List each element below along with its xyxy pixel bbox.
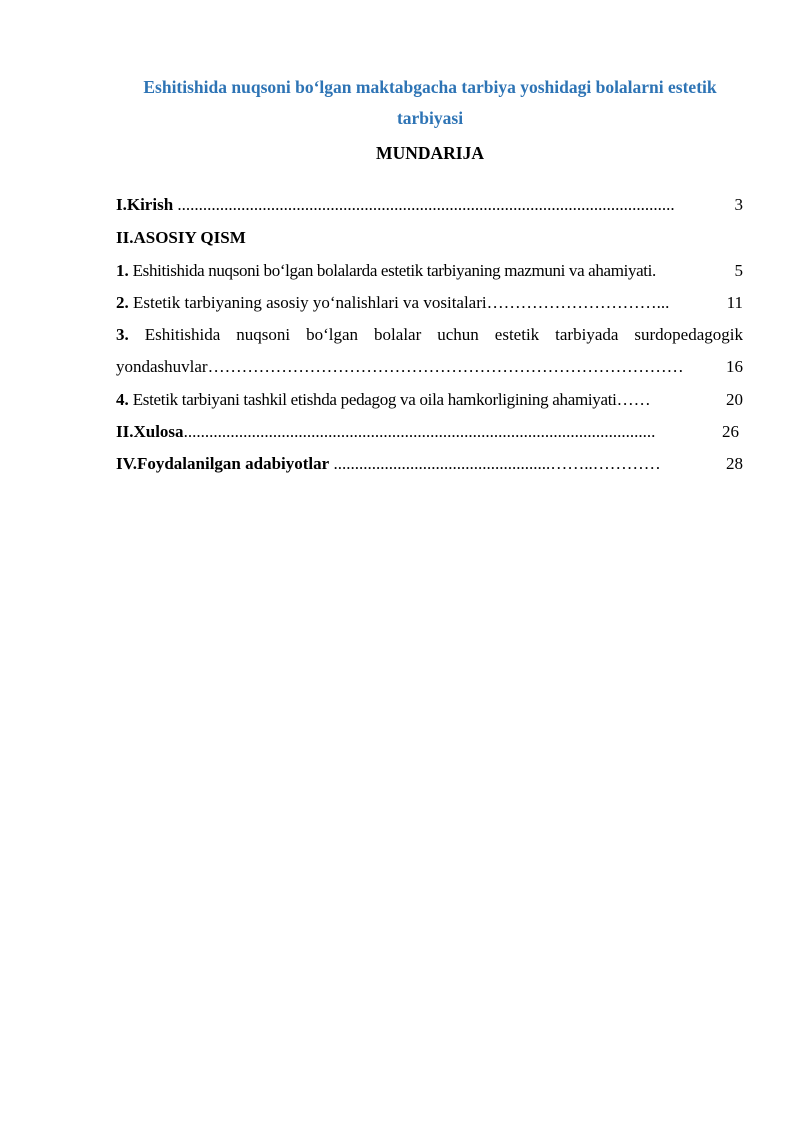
toc-entry-3-line1[interactable] [116, 323, 743, 347]
toc-entry-label: II.Xulosa [116, 422, 184, 441]
toc-entry-2[interactable] [116, 291, 743, 315]
toc-page-number: 16 [726, 355, 743, 379]
document-title-line2: tarbiyasi [396, 108, 464, 128]
document-title [100, 72, 760, 134]
toc-entry-number: 4. [116, 390, 129, 409]
toc-entry-number: 3. [116, 325, 129, 344]
toc-entry-number: 2. [116, 293, 129, 312]
toc-entry-adabiyotlar[interactable] [116, 452, 743, 476]
toc-leader-dots: ............................................................................................................... [183, 422, 656, 441]
toc-entry-text: Eshitishida nuqsoni bo‘lgan bolalar uchun estetik tarbiyada surdopedagogik [128, 325, 743, 344]
document-title-line1: Eshitishida nuqsoni bo‘lgan maktabgacha tarbiya yoshidagi bolalarni estetik [143, 77, 717, 97]
toc-entry-label: IV.Foydalanilgan adabiyotlar [116, 454, 330, 473]
toc-leader-dots: ..................................................................................................................... [173, 195, 675, 214]
toc-entry-kirish[interactable] [116, 193, 743, 217]
toc-page-number: 11 [727, 291, 743, 315]
toc-leader-dots: ………………………………………………………………………… [207, 357, 684, 376]
toc-section-label: II.ASOSIY QISM [116, 228, 246, 247]
toc-page-number: 20 [726, 388, 743, 412]
toc-page-number: 26 [722, 420, 743, 444]
toc-page-number: 5 [735, 259, 744, 283]
toc-leader-dots: …………………………... [486, 293, 670, 312]
toc-entry-number: 1. [116, 261, 129, 280]
toc-entry-xulosa[interactable] [116, 420, 743, 444]
toc-leader-dots: …… [616, 390, 651, 409]
toc-leader-dots: ...................................................……..………… [329, 454, 661, 473]
toc-heading: MUNDARIJA [376, 143, 484, 163]
toc-entry-text: yondashuvlar [116, 357, 208, 376]
toc-entry-4[interactable] [116, 388, 743, 412]
toc-entry-label: I.Kirish [116, 195, 174, 214]
toc-entry-3-line2[interactable] [116, 355, 743, 379]
toc-page-number: 3 [735, 193, 744, 217]
toc-entry-text: Estetik tarbiyaning asosiy yo‘nalishlari va vositalari [128, 293, 487, 312]
toc-section-asosiy-qism[interactable] [116, 226, 743, 250]
toc-entry-text: Eshitishida nuqsoni bo‘lgan bolalarda estetik tarbiyaning mazmuni va ahamiyati. [128, 261, 656, 280]
toc-page-number: 28 [726, 452, 743, 476]
toc-entry-text: Estetik tarbiyani tashkil etishda pedagog va oila hamkorligining ahamiyati [128, 390, 617, 409]
toc-entry-1[interactable] [116, 259, 743, 283]
